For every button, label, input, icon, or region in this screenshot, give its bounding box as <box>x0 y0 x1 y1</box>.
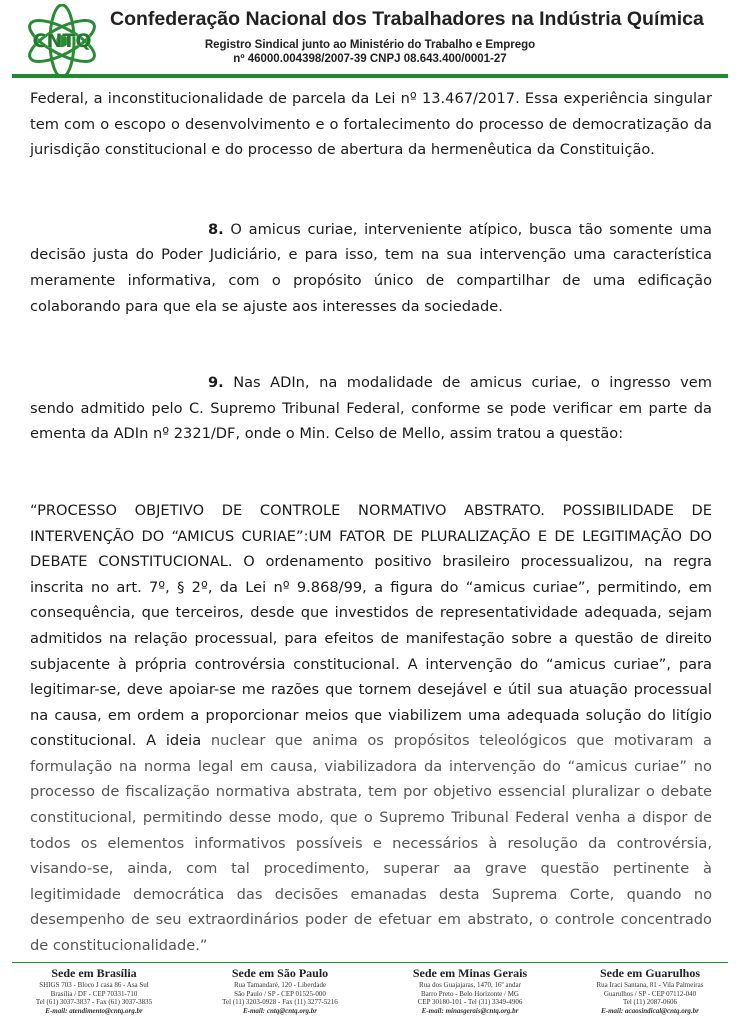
office-brasilia <box>4 966 184 1015</box>
office-phone: CEP 30180-101 - Tel (31) 3349-4906 <box>417 998 523 1007</box>
office-address: Rua Iraci Santana, 81 - Vila Palmeiras <box>596 981 704 989</box>
office-phone: Tel (11) 2087-0606 <box>622 998 678 1007</box>
office-phone: Tel (11) 3203-0928 - Fax (11) 3277-5216 <box>222 998 338 1007</box>
office-city: São Paulo / SP - CEP 01525-000 <box>234 989 326 998</box>
organization-numbers: nº 46000.004398/2007-39 CNPJ 08.643.400/0001-27 <box>233 53 507 65</box>
paragraph-text: Nas ADIn, na modalidade de amicus curiae, o ingresso vem sendo admitido pelo C. Supremo Tribunal Federal, conforme se pode verificar em parte da ementa da ADIn nº 2321/DF, onde o Min. Celso de Mello, assim tratou a questão: <box>30 374 712 443</box>
footer-divider <box>12 962 728 963</box>
paragraph-continuation: Federal, a inconstitucionalidade de parcela da Lei nº 13.467/2017. Essa experiência singular tem com o escopo o desenvolvimento e o fortalecimento do processo de democratização da jurisdição constitucional e do processo de abertura da hermenêutica da Constituição. <box>30 90 712 159</box>
header-divider <box>12 74 728 78</box>
office-address: Rua dos Guajajaras, 1470, 16º andar <box>419 981 521 989</box>
office-email: E-mail: minasgerais@cntq.org.br <box>421 1006 519 1015</box>
office-email: E-mail: acaosindical@cntq.org.br <box>601 1006 699 1015</box>
office-sao-paulo <box>190 966 370 1015</box>
office-title: Sede em Guarulhos <box>599 966 700 980</box>
cntq-logo <box>22 4 102 78</box>
office-title: Sede em São Paulo <box>231 966 329 980</box>
quote-text: “PROCESSO OBJETIVO DE CONTROLE NORMATIVO ABSTRATO. POSSIBILIDADE DE INTERVENÇÃO DO “AMICUS CURIAE”:UM FATOR DE PLURALIZAÇÃO E DE LEGITIMAÇÃO DO DEBATE CONSTITUCIONAL. O ordenamento positivo brasileiro processualizou, na regra inscrita no art. 7º, § 2º, da Lei nº 9.868/99, a figura do “amicus curiae”, permitindo, em consequência, que terceiros, desde que investidos de representatividade adequada, sejam admitidos na relação processual, para efeitos de manifestação sobre a questão de direito subjacente à própria controvérsia constitucional. A intervenção do “amicus curiae”, para legitimar-se, deve apoiar-se me razões que tornem desejável e útil sua atuação processual na causa, em ordem a proporcionar meios que viabilizem uma adequada solução do litígio constitucional. A ideia <box>30 501 712 750</box>
letterhead <box>0 0 740 88</box>
paragraph-text: O amicus curiae, interveniente atípico, busca tão somente uma decisão justa do Poder Judiciário, e para isso, tem na sua intervenção uma característica meramente informativa, com o propósito único de compartilhar de uma edificação colaborando para que ela se ajuste aos interesses da sociedade. <box>30 220 712 315</box>
office-address: SHIGS 703 - Bloco J casa 86 - Asa Sul <box>39 981 149 989</box>
office-title: Sede em Minas Gerais <box>412 966 528 980</box>
logo-text: CNTQ <box>32 30 92 52</box>
organization-title: Confederação Nacional dos Trabalhadores na Indústria Química <box>110 8 704 30</box>
office-email: E-mail: atendimento@cntq.org.br <box>45 1006 143 1015</box>
quote-text-continued: nuclear que anima os propósitos teleológicos que motivaram a formulação na norma legal em causa, viabilizadora da intervenção do “amicus curiae” no processo de fiscalização normativa abstrata, tem por objetivo essencial pluralizar o debate constitucional, permitindo desse modo, que o Supremo Tribunal Federal venha a dispor de todos os elementos informativos possíveis e necessários à resolução da controvérsia, visando-se, ainda, com tal procedimento, superar aa grave questão pertinente à legitimidade democrática das decisões emanadas desta Suprema Corte, quando no desempenho de seu extraordinários poder de efetuar em abstrato, o controle concentrado de constitucionalidade.” <box>30 732 712 955</box>
paragraph-number: 9. <box>208 374 224 392</box>
document-body <box>30 86 712 959</box>
office-address: Rua Tamandaré, 120 - Liberdade <box>233 981 327 989</box>
office-email: E-mail: cntq@cntq.org.br <box>242 1006 318 1015</box>
paragraph-9 <box>30 370 712 447</box>
footer <box>0 966 740 1024</box>
paragraph-number: 8. <box>208 220 224 238</box>
office-city: Brasília / DF - CEP 70331-710 <box>50 989 138 998</box>
organization-registration: Registro Sindical junto ao Ministério do Trabalho e Emprego <box>204 39 536 51</box>
paragraph-8 <box>30 217 712 319</box>
office-minas-gerais <box>380 966 560 1015</box>
office-city: Barro Preto - Belo Horizonte / MG <box>421 989 519 998</box>
office-phone: Tel (61) 3037-3837 - Fax (61) 3037-3835 <box>35 998 153 1007</box>
office-guarulhos <box>560 966 740 1015</box>
ementa-quote <box>30 498 712 959</box>
office-title: Sede em Brasília <box>51 966 137 980</box>
office-city: Guarulhos / SP - CEP 07112-040 <box>603 989 697 998</box>
